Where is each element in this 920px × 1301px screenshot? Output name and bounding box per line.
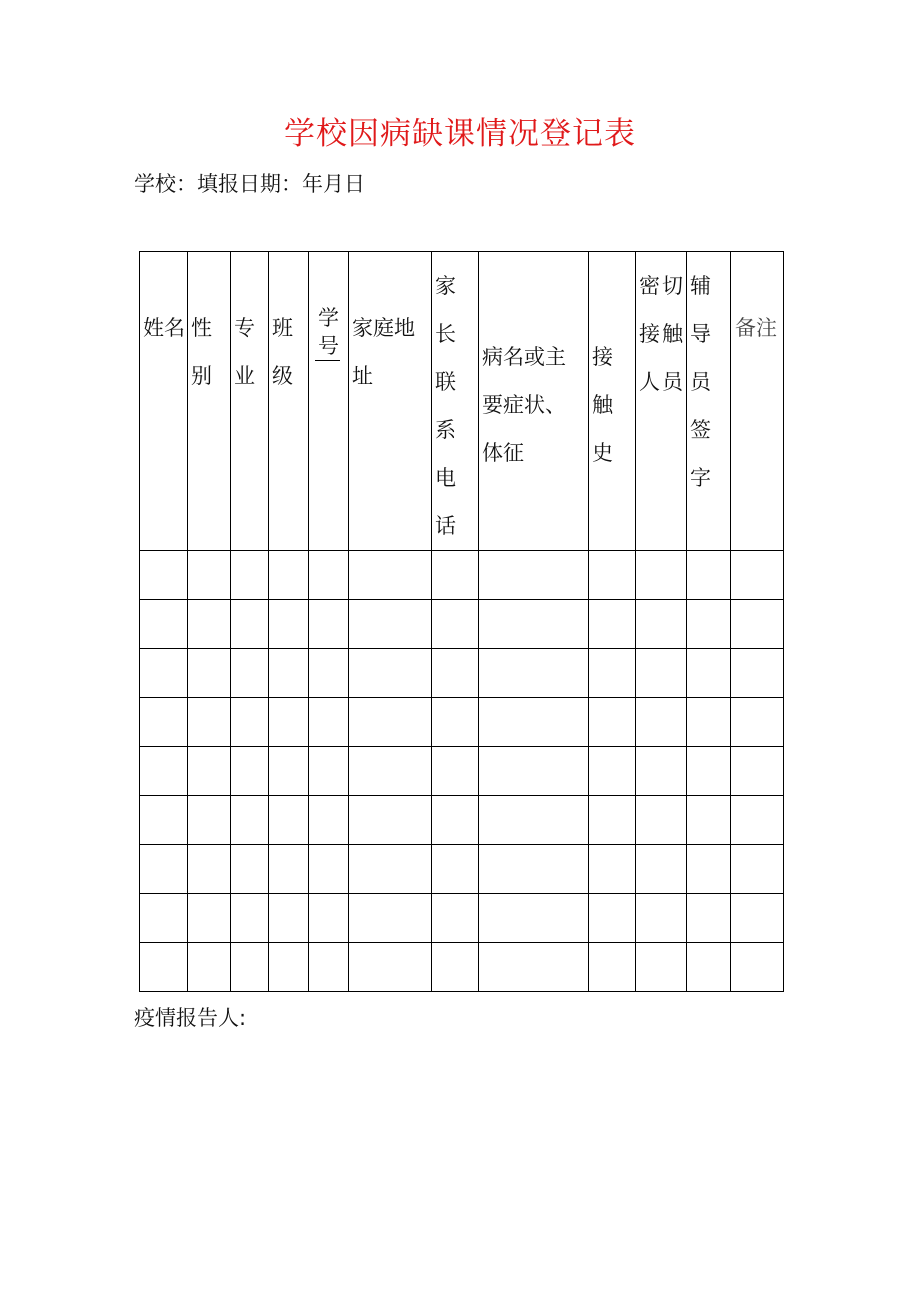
cell-address[interactable]: [349, 551, 432, 600]
cell-close-contacts[interactable]: [636, 845, 687, 894]
header-remarks: 备注: [731, 252, 784, 551]
cell-name[interactable]: [140, 796, 188, 845]
cell-illness[interactable]: [479, 698, 589, 747]
cell-remarks[interactable]: [731, 698, 784, 747]
cell-class[interactable]: [269, 551, 309, 600]
cell-name[interactable]: [140, 845, 188, 894]
cell-student-no[interactable]: [309, 796, 349, 845]
cell-sex[interactable]: [188, 600, 231, 649]
page-title: 学校因病缺课情况登记表: [284, 116, 636, 152]
cell-student-no[interactable]: [309, 551, 349, 600]
cell-remarks[interactable]: [731, 796, 784, 845]
cell-parent-phone[interactable]: [432, 551, 479, 600]
cell-close-contacts[interactable]: [636, 649, 687, 698]
cell-student-no[interactable]: [309, 649, 349, 698]
cell-contact-history[interactable]: [589, 698, 636, 747]
cell-name[interactable]: [140, 551, 188, 600]
cell-remarks[interactable]: [731, 551, 784, 600]
header-address: 家庭地址: [349, 252, 432, 551]
cell-contact-history[interactable]: [589, 747, 636, 796]
table-row: [140, 796, 784, 845]
cell-illness[interactable]: [479, 747, 589, 796]
cell-address[interactable]: [349, 747, 432, 796]
cell-address[interactable]: [349, 600, 432, 649]
cell-remarks[interactable]: [731, 747, 784, 796]
header-sex: 性别: [188, 252, 231, 551]
cell-major[interactable]: [231, 698, 269, 747]
cell-sex[interactable]: [188, 943, 231, 992]
cell-close-contacts[interactable]: [636, 600, 687, 649]
cell-name[interactable]: [140, 600, 188, 649]
cell-class[interactable]: [269, 649, 309, 698]
cell-illness[interactable]: [479, 943, 589, 992]
cell-close-contacts[interactable]: [636, 747, 687, 796]
cell-sex[interactable]: [188, 894, 231, 943]
cell-address[interactable]: [349, 845, 432, 894]
header-illness: 病名或主要症状、体征: [479, 252, 589, 551]
cell-illness[interactable]: [479, 600, 589, 649]
cell-contact-history[interactable]: [589, 600, 636, 649]
cell-address[interactable]: [349, 894, 432, 943]
cell-major[interactable]: [231, 943, 269, 992]
table-row: [140, 600, 784, 649]
cell-name[interactable]: [140, 943, 188, 992]
header-name: 姓名: [140, 252, 188, 551]
cell-student-no[interactable]: [309, 894, 349, 943]
cell-class[interactable]: [269, 943, 309, 992]
cell-counselor-sign[interactable]: [687, 747, 731, 796]
cell-illness[interactable]: [479, 551, 589, 600]
cell-parent-phone[interactable]: [432, 698, 479, 747]
cell-class[interactable]: [269, 747, 309, 796]
cell-contact-history[interactable]: [589, 845, 636, 894]
cell-major[interactable]: [231, 649, 269, 698]
cell-remarks[interactable]: [731, 649, 784, 698]
cell-close-contacts[interactable]: [636, 551, 687, 600]
cell-parent-phone[interactable]: [432, 894, 479, 943]
cell-contact-history[interactable]: [589, 894, 636, 943]
header-class: 班级: [269, 252, 309, 551]
header-student-no: 学号: [309, 252, 349, 551]
cell-class[interactable]: [269, 796, 309, 845]
cell-major[interactable]: [231, 845, 269, 894]
school-date-line: 学校：填报日期：年月日: [134, 172, 365, 196]
cell-close-contacts[interactable]: [636, 698, 687, 747]
cell-counselor-sign[interactable]: [687, 845, 731, 894]
cell-parent-phone[interactable]: [432, 943, 479, 992]
table-row: [140, 551, 784, 600]
cell-counselor-sign[interactable]: [687, 894, 731, 943]
cell-counselor-sign[interactable]: [687, 649, 731, 698]
cell-parent-phone[interactable]: [432, 796, 479, 845]
cell-major[interactable]: [231, 747, 269, 796]
cell-remarks[interactable]: [731, 600, 784, 649]
cell-remarks[interactable]: [731, 894, 784, 943]
cell-illness[interactable]: [479, 894, 589, 943]
table-row: [140, 698, 784, 747]
header-parent-phone: 家长联系电话: [432, 252, 479, 551]
cell-address[interactable]: [349, 943, 432, 992]
cell-class[interactable]: [269, 698, 309, 747]
cell-sex[interactable]: [188, 747, 231, 796]
cell-remarks[interactable]: [731, 943, 784, 992]
cell-contact-history[interactable]: [589, 796, 636, 845]
table-row: [140, 747, 784, 796]
cell-parent-phone[interactable]: [432, 845, 479, 894]
header-counselor-sign: 辅导员签字: [687, 252, 731, 551]
header-close-contacts: 密切接触人员: [636, 252, 687, 551]
cell-student-no[interactable]: [309, 943, 349, 992]
cell-contact-history[interactable]: [589, 943, 636, 992]
cell-class[interactable]: [269, 845, 309, 894]
cell-sex[interactable]: [188, 551, 231, 600]
epidemic-reporter-label: 疫情报告人:: [134, 1006, 247, 1030]
cell-address[interactable]: [349, 649, 432, 698]
cell-close-contacts[interactable]: [636, 894, 687, 943]
cell-student-no[interactable]: [309, 845, 349, 894]
cell-parent-phone[interactable]: [432, 747, 479, 796]
table-row: [140, 894, 784, 943]
cell-sex[interactable]: [188, 698, 231, 747]
cell-counselor-sign[interactable]: [687, 551, 731, 600]
cell-illness[interactable]: [479, 845, 589, 894]
header-major: 专业: [231, 252, 269, 551]
cell-counselor-sign[interactable]: [687, 600, 731, 649]
header-contact-history: 接触史: [589, 252, 636, 551]
cell-name[interactable]: [140, 698, 188, 747]
cell-contact-history[interactable]: [589, 551, 636, 600]
table-row: [140, 649, 784, 698]
cell-illness[interactable]: [479, 649, 589, 698]
cell-counselor-sign[interactable]: [687, 796, 731, 845]
cell-student-no[interactable]: [309, 698, 349, 747]
cell-counselor-sign[interactable]: [687, 943, 731, 992]
cell-illness[interactable]: [479, 796, 589, 845]
cell-close-contacts[interactable]: [636, 943, 687, 992]
cell-name[interactable]: [140, 894, 188, 943]
cell-counselor-sign[interactable]: [687, 698, 731, 747]
registration-table: [139, 251, 784, 992]
cell-remarks[interactable]: [731, 845, 784, 894]
cell-address[interactable]: [349, 698, 432, 747]
header-row: [140, 252, 784, 551]
table-row: [140, 943, 784, 992]
cell-address[interactable]: [349, 796, 432, 845]
cell-student-no[interactable]: [309, 747, 349, 796]
cell-major[interactable]: [231, 600, 269, 649]
cell-parent-phone[interactable]: [432, 649, 479, 698]
cell-major[interactable]: [231, 551, 269, 600]
cell-major[interactable]: [231, 894, 269, 943]
cell-student-no[interactable]: [309, 600, 349, 649]
cell-name[interactable]: [140, 649, 188, 698]
cell-sex[interactable]: [188, 649, 231, 698]
cell-class[interactable]: [269, 600, 309, 649]
table-row: [140, 845, 784, 894]
cell-sex[interactable]: [188, 845, 231, 894]
cell-name[interactable]: [140, 747, 188, 796]
cell-parent-phone[interactable]: [432, 600, 479, 649]
cell-close-contacts[interactable]: [636, 796, 687, 845]
cell-major[interactable]: [231, 796, 269, 845]
cell-contact-history[interactable]: [589, 649, 636, 698]
cell-sex[interactable]: [188, 796, 231, 845]
cell-class[interactable]: [269, 894, 309, 943]
